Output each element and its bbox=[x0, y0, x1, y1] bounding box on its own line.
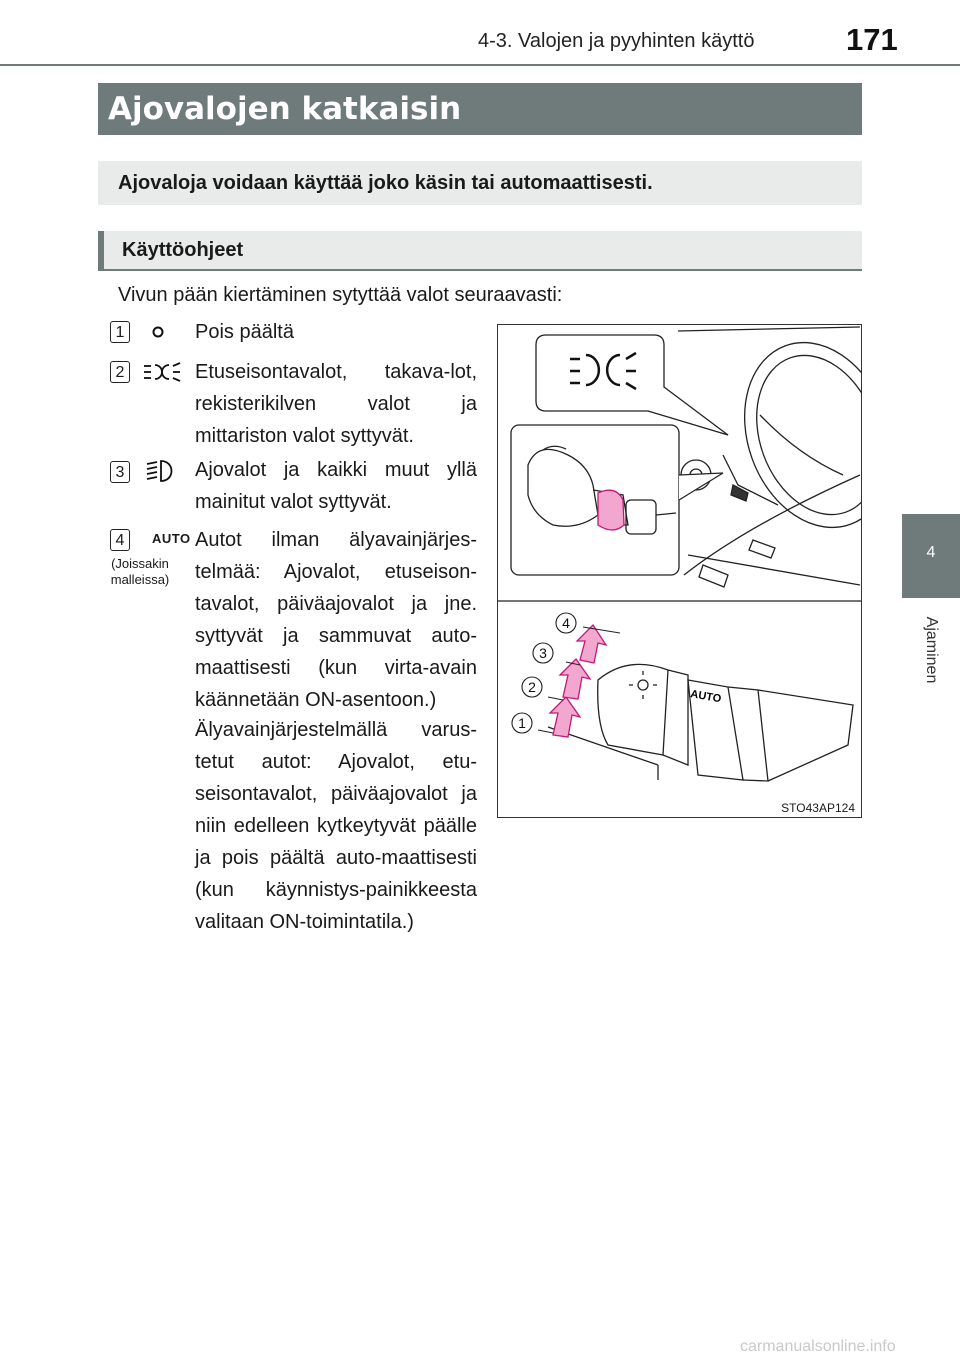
page-number: 171 bbox=[846, 22, 898, 57]
switch-auto-label: AUTO bbox=[689, 688, 723, 706]
item-text-2: Älyavainjärjestelmällä varus-tetut autot: Ajovalot, etu-seisontavalot, päiväajovalot ja niin edelleen kytkeytyvät päälle ja pois päältä auto-maattisesti (kun käynnistys-painikkeesta valitaan ON-toimintatila.) bbox=[195, 719, 477, 933]
callout-4: 4 bbox=[562, 615, 570, 631]
item-text: Ajovalot ja kaikki muut yllä mainitut valot syttyvät. bbox=[195, 459, 477, 513]
section-title: 4-3. Valojen ja pyyhinten käyttö bbox=[478, 30, 755, 52]
subheading: Käyttöohjeet bbox=[98, 231, 862, 271]
chapter-number: 4 bbox=[926, 544, 936, 561]
lead-text: Vivun pään kiertäminen sytyttää valot seuraavasti: bbox=[118, 284, 563, 306]
figure-drawing bbox=[498, 325, 862, 818]
intro-text: Ajovaloja voidaan käyttää joko käsin tai automaattisesti. bbox=[98, 161, 862, 205]
auto-icon: AUTO bbox=[152, 531, 191, 546]
parking-lights-icon bbox=[142, 361, 182, 383]
item-text: Autot ilman älyavainjärjes-telmää: Ajovalot, etuseison-tavalot, päiväajovalot ja jne. syttyvät ja sammuvat auto-maattisesti (kun virta-avain käännetään ON-asentoon.) bbox=[195, 529, 477, 711]
callout-3: 3 bbox=[539, 645, 547, 661]
item-number: 1 bbox=[110, 321, 130, 343]
chapter-title: Ajaminen bbox=[923, 616, 940, 684]
item-number: 4 bbox=[110, 529, 130, 551]
item-text: Pois päältä bbox=[195, 321, 294, 343]
header-divider bbox=[0, 64, 960, 66]
item-number: 3 bbox=[110, 461, 130, 483]
headlight-switch-illustration bbox=[497, 324, 862, 818]
figure-code: STO43AP124 bbox=[781, 801, 855, 815]
watermark: carmanualsonline.info bbox=[740, 1338, 896, 1355]
page-title: Ajovalojen katkaisin bbox=[98, 83, 862, 135]
model-note: (Joissakin malleissa) bbox=[110, 556, 170, 587]
off-icon bbox=[146, 322, 170, 342]
callout-2: 2 bbox=[528, 679, 536, 695]
item-text: Etuseisontavalot, takava-lot, rekisterikilven valot ja mittariston valot syttyvät. bbox=[195, 361, 477, 447]
headlight-icon bbox=[144, 459, 178, 483]
callout-1: 1 bbox=[518, 715, 526, 731]
chapter-tab bbox=[902, 514, 960, 598]
item-number: 2 bbox=[110, 361, 130, 383]
